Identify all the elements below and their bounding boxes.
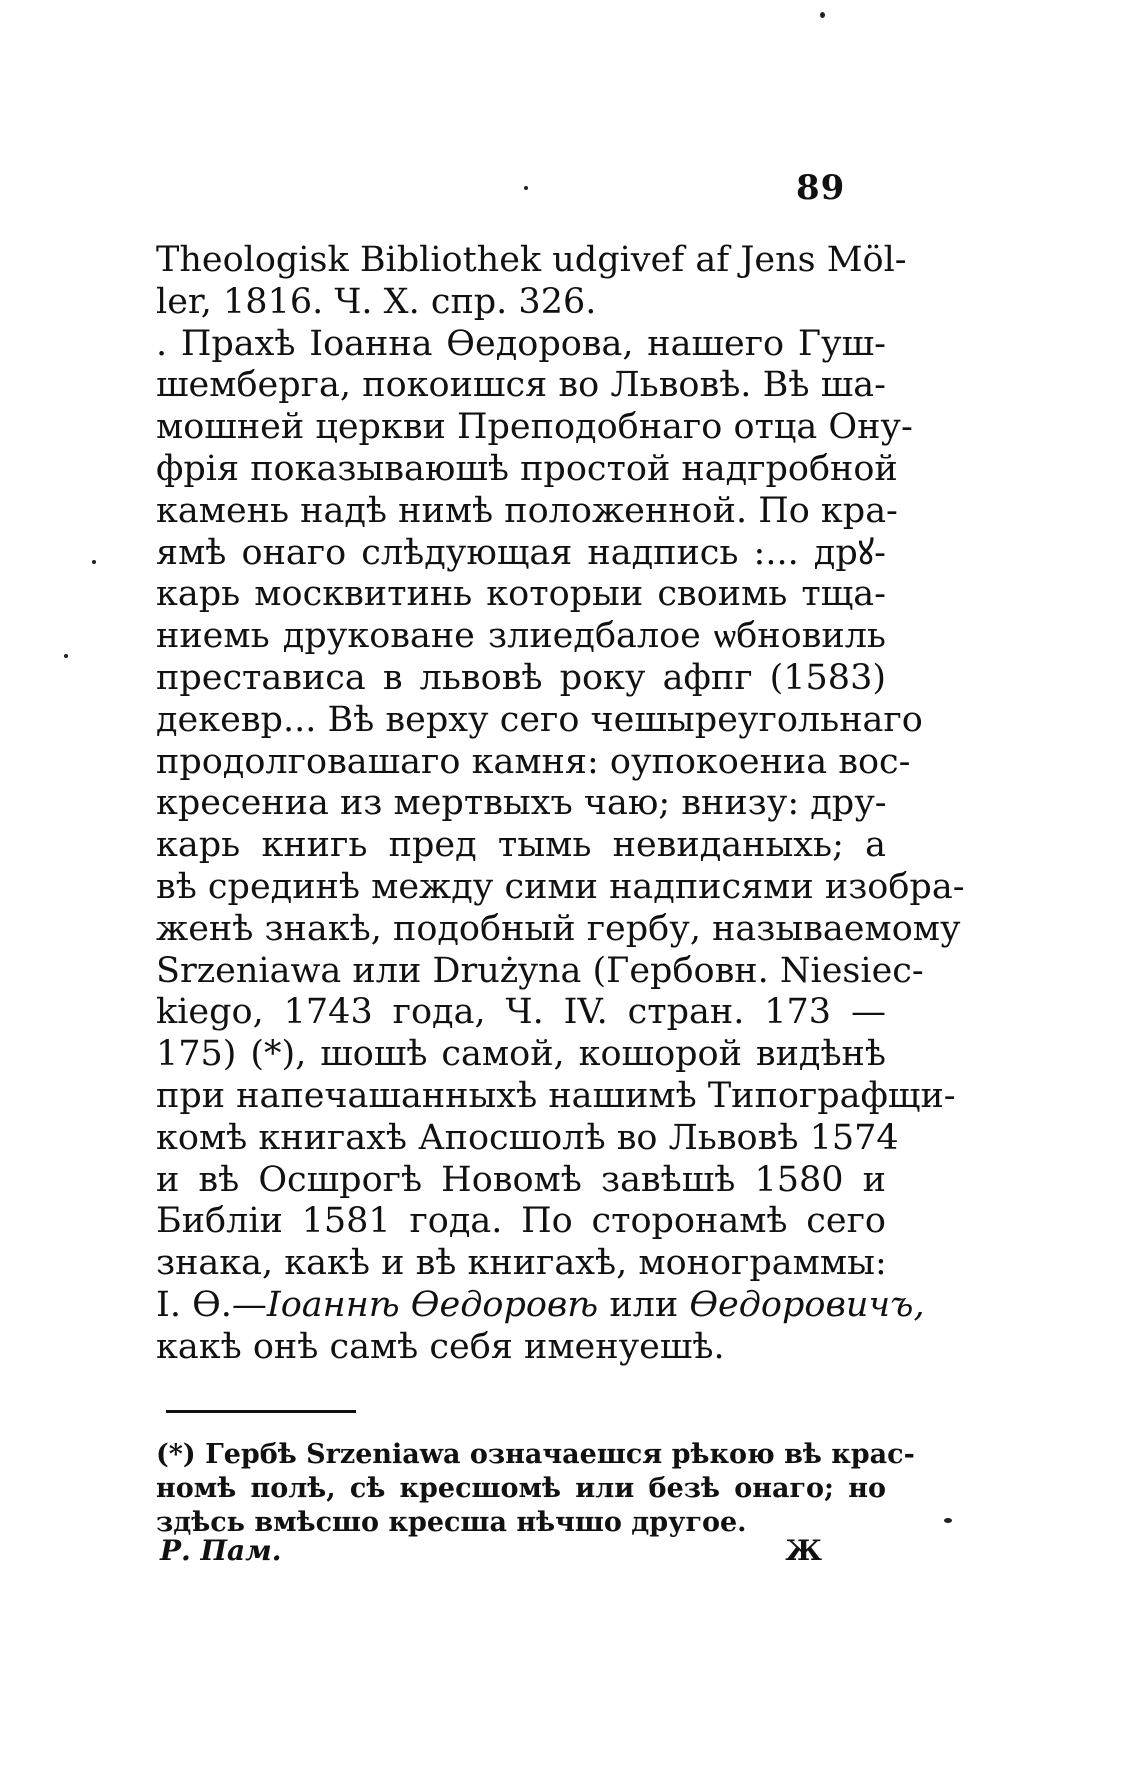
scan-speck: [820, 12, 825, 18]
text-line-14: кресениа из мертвыхъ чаю; внизу: дру-: [156, 783, 887, 824]
scan-speck: [524, 186, 528, 190]
text-line-21: при напечашанныхѣ нашимѣ Типографщи-: [156, 1075, 956, 1116]
text-line-2: ler, 1816. Ч. X. спр. 326.: [156, 281, 597, 322]
text-line-26: [156, 1284, 925, 1327]
text-line-22: комѣ книгахѣ Апосшолѣ во Львовѣ 1574: [156, 1117, 899, 1158]
text-line-7: камень надѣ нимѣ положенной. По кра-: [156, 490, 898, 531]
page-number: 89: [796, 168, 846, 208]
text-line-24: Библіи 1581 года. По сторонамѣ сего: [156, 1201, 886, 1242]
text-line-16: вѣ срединѣ между сими надписями изобра-: [156, 866, 965, 907]
text-line-15: карь книгь пред тымь невиданыхь; а: [156, 825, 886, 866]
text-line-9: карь москвитинь которыи своимь тща-: [156, 574, 886, 615]
text-line-10: ниемь друковане злиедбалое ѡбновиль: [156, 616, 886, 657]
text-line-17: женѣ знакѣ, подобный гербу, называемому: [156, 908, 961, 949]
text-line-25: знака, какѣ и вѣ книгахѣ, монограммы:: [156, 1243, 887, 1284]
monogram-lead: І. Ѳ.—: [156, 1284, 267, 1325]
text-line-27: какѣ онѣ самѣ себя именуешѣ.: [156, 1326, 725, 1367]
text-line-3: . Прахѣ Іоанна Өедорова, нашего Гуш-: [156, 323, 886, 364]
name-italic-1: Іоаннѣ Ѳедоровѣ: [266, 1284, 599, 1325]
scan-speck: [944, 1518, 952, 1523]
text-line-11: престависа в львовѣ року афпг (1583): [156, 657, 886, 698]
text-line-1: Theologisk Bibliothek udgivef af Jens Möl-: [156, 240, 907, 280]
footnote-block: [156, 1438, 915, 1540]
gathering-mark: Ж: [785, 1534, 820, 1567]
footnote-line-3: здѣсь вмѣсшо кресша нѣчшо другое.: [156, 1507, 747, 1538]
text-line-23: и вѣ Осшрогѣ Новомѣ завѣшѣ 1580 и: [156, 1159, 886, 1200]
text-line-4: шемберга, покоишся во Львовѣ. Вѣ ша-: [156, 365, 886, 406]
text-line-19: kiego, 1743 года, Ч. IV. стран. 173 —: [156, 992, 886, 1033]
text-line-6: фрія показываюшѣ простой надгробной: [156, 448, 898, 489]
name-italic-2: Ѳедоровичъ,: [689, 1284, 925, 1325]
signature-row: [160, 1534, 820, 1574]
conjunction: или: [598, 1284, 690, 1325]
text-line-13: продолговашаго камня: оупокоениа вос-: [156, 741, 911, 782]
text-line-20: 175) (*), шошѣ самой, кошорой видѣнѣ: [156, 1034, 886, 1075]
text-line-5: мошней церкви Преподобнаго отца Ону-: [156, 407, 913, 448]
footnote-line-2: номѣ полѣ, сѣ кресшомѣ или безѣ онаго; но: [156, 1473, 886, 1504]
text-line-8: ямѣ онаго слѣдующая надпись :... дрꙋ-: [156, 532, 886, 573]
footnote-line-1: (*) Гербѣ Srzeniawa означаешся рѣкою вѣ крас-: [156, 1439, 915, 1470]
main-text-block: [156, 240, 965, 1369]
footnote-rule: [166, 1410, 356, 1413]
signature-mark: Р. Пам.: [160, 1534, 282, 1567]
text-line-18: Srzeniawa или Drużyna (Гербовн. Niesiec-: [156, 950, 924, 991]
scan-speck: [64, 654, 68, 658]
scan-speck: [92, 560, 96, 564]
text-line-12: декевр... Вѣ верху сего чешыреугольнаго: [156, 699, 923, 740]
